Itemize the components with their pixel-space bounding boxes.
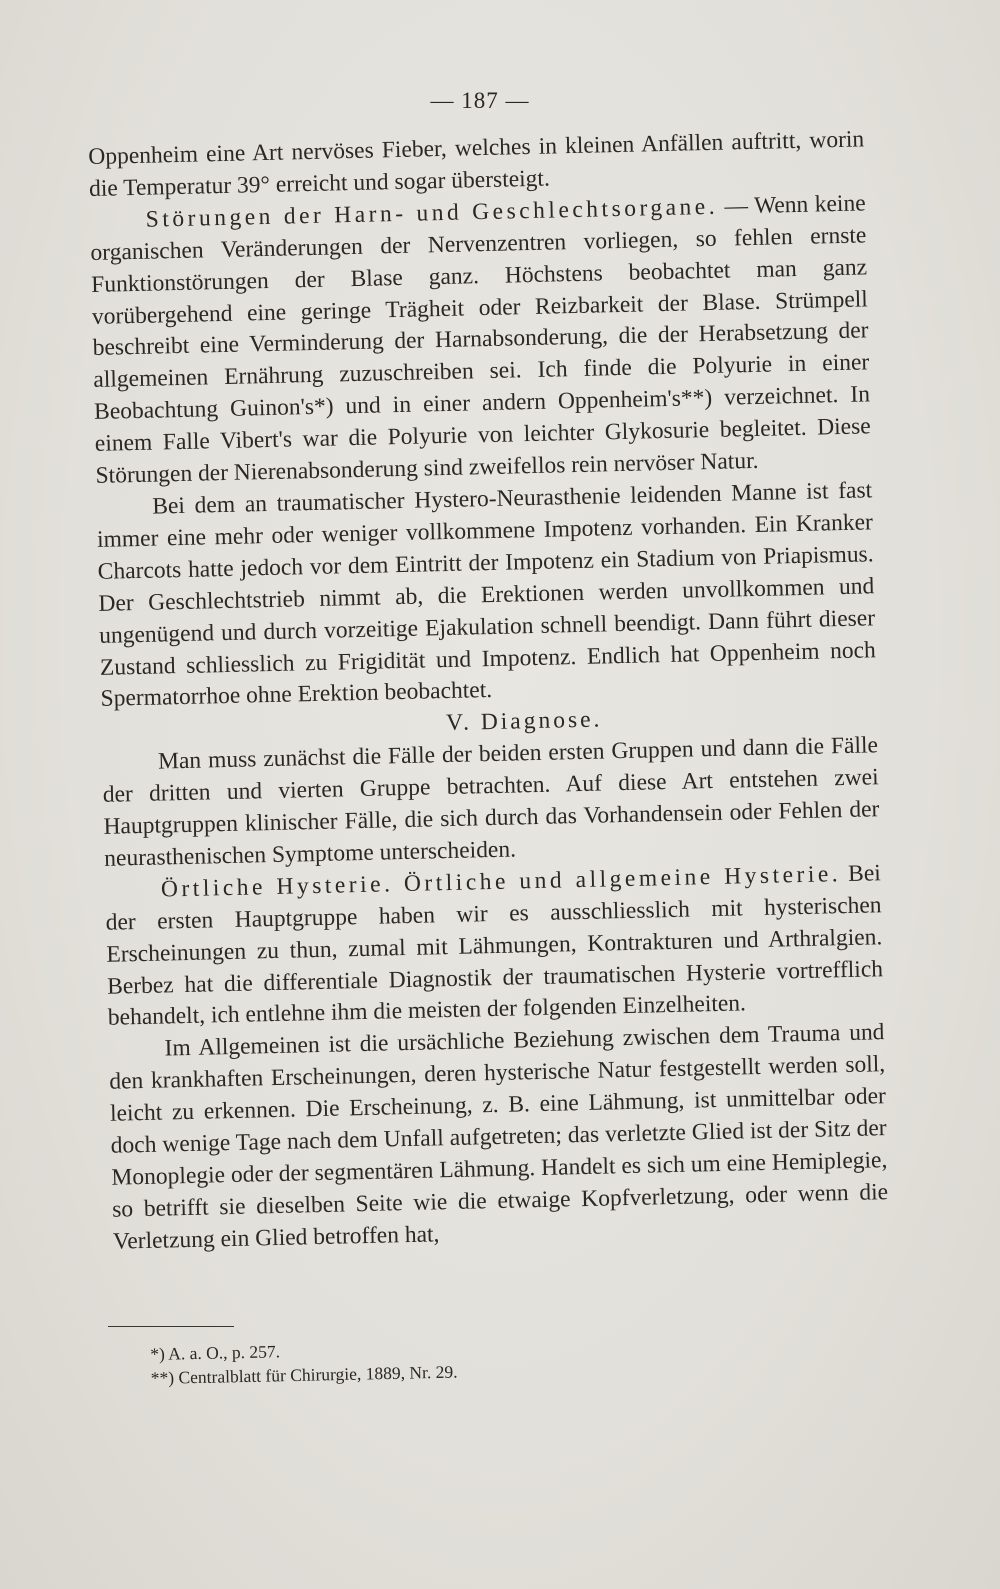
paragraph-local-hysteria-text: Bei der ersten Hauptgruppe haben wir es ausschliesslich mit hysterischen Erscheinungen zu thun, zumal mit Lähmungen, Kontrakturen und Arthralgien. Berbez hat die differentiale Diagnostik der traumatischen Hysterie vortrefflich behandelt, ich entlehne ihm die meisten der folgenden Einzelheiten. [105, 860, 884, 1032]
paragraph-groups: Man muss zunächst die Fälle der beiden ersten Gruppen und dann die Fälle der dritten und vierten Gruppe betrachten. Auf diese Art entstehen zwei Hauptgruppen klinischer Fälle, die sich durch das Vorhandensein oder Fehlen der neurasthenischen Symptome unterscheiden. [102, 732, 880, 872]
page-number: — 187 — [430, 88, 530, 113]
footnote-divider [108, 1326, 234, 1327]
paragraph-urogenital-heading: Störungen der Harn- und Geschlechtsorgane. [145, 193, 719, 233]
paragraph-fever: Oppenheim eine Art nervöses Fieber, welches in kleinen Anfällen auftritt, worin die Temperatur 39° erreicht und sogar übersteigt. [88, 126, 865, 202]
paragraph-urogenital-text: — Wenn keine organischen Veränderungen der Nervenzentren vorliegen, so fehlen ernste Funktionstörungen der Blase ganz. Höchstens beobachtet man ganz vorübergehend eine geringe Trägheit oder Reizbarkeit der Blase. Strümpell beschreibt eine Verminderung der Harnabsonderung, die der Herabsetzung der allgemeinen Ernährung zuzuschreiben sei. Ich finde die Polyurie in einer Beobachtung Guinon's*) und in einer andern Oppenheim's**) verzeichnet. In einem Falle Vibert's war die Polyurie von leichter Glykosurie begleitet. Diese Störungen der Nierenabsonderung sind zweifellos rein nervöser Natur. [90, 190, 871, 489]
paragraph-local-hysteria [105, 858, 884, 1035]
paragraph-urogenital [89, 188, 871, 493]
section-heading-diagnose: V. Diagnose. [445, 706, 603, 737]
footnote-1: *) A. a. O., p. 257. [150, 1341, 281, 1364]
footnote-2: **) Centralblatt für Chirurgie, 1889, Nr. 29. [150, 1361, 458, 1388]
paragraph-local-hysteria-heading: Örtliche Hysterie. Örtliche und allgemeine Hysterie. [160, 860, 842, 903]
footnotes [150, 1330, 711, 1390]
body-text [88, 124, 889, 1258]
paragraph-causal-relation: Im Allgemeinen ist die ursächliche Beziehung zwischen dem Trauma und den krankhaften Erscheinungen, deren hysterische Natur festgestellt werden soll, leicht zu erkennen. Die Erscheinung, z. B. eine Lähmung, ist unmittelbar oder doch wenige Tage nach dem Unfall aufgetreten; das verletzte Glied ist der Sitz der Monoplegie oder der segmentären Lähmung. Handelt es sich um eine Hemiplegie, so betrifft sie dieselben Seite wie die etwaige Kopfverletzung, oder wenn die Verletzung ein Glied betroffen hat, [109, 1019, 889, 1255]
paragraph-impotence: Bei dem an traumatischer Hystero-Neurasthenie leidenden Manne ist fast immer eine mehr oder weniger vollkommene Impotenz vorhanden. Ein Kranker Charcots hatte jedoch vor dem Eintritt der Impotenz ein Stadium von Priapismus. Der Geschlechtstrieb nimmt ab, die Erektionen werden unvollkommen und ungenügend und durch vorzeitige Ejakulation schnell beendigt. Dann führt dieser Zustand schliesslich zu Frigidität und Impotenz. Endlich hat Oppenheim noch Spermatorrhoe ohne Erektion beobachtet. [96, 477, 877, 713]
